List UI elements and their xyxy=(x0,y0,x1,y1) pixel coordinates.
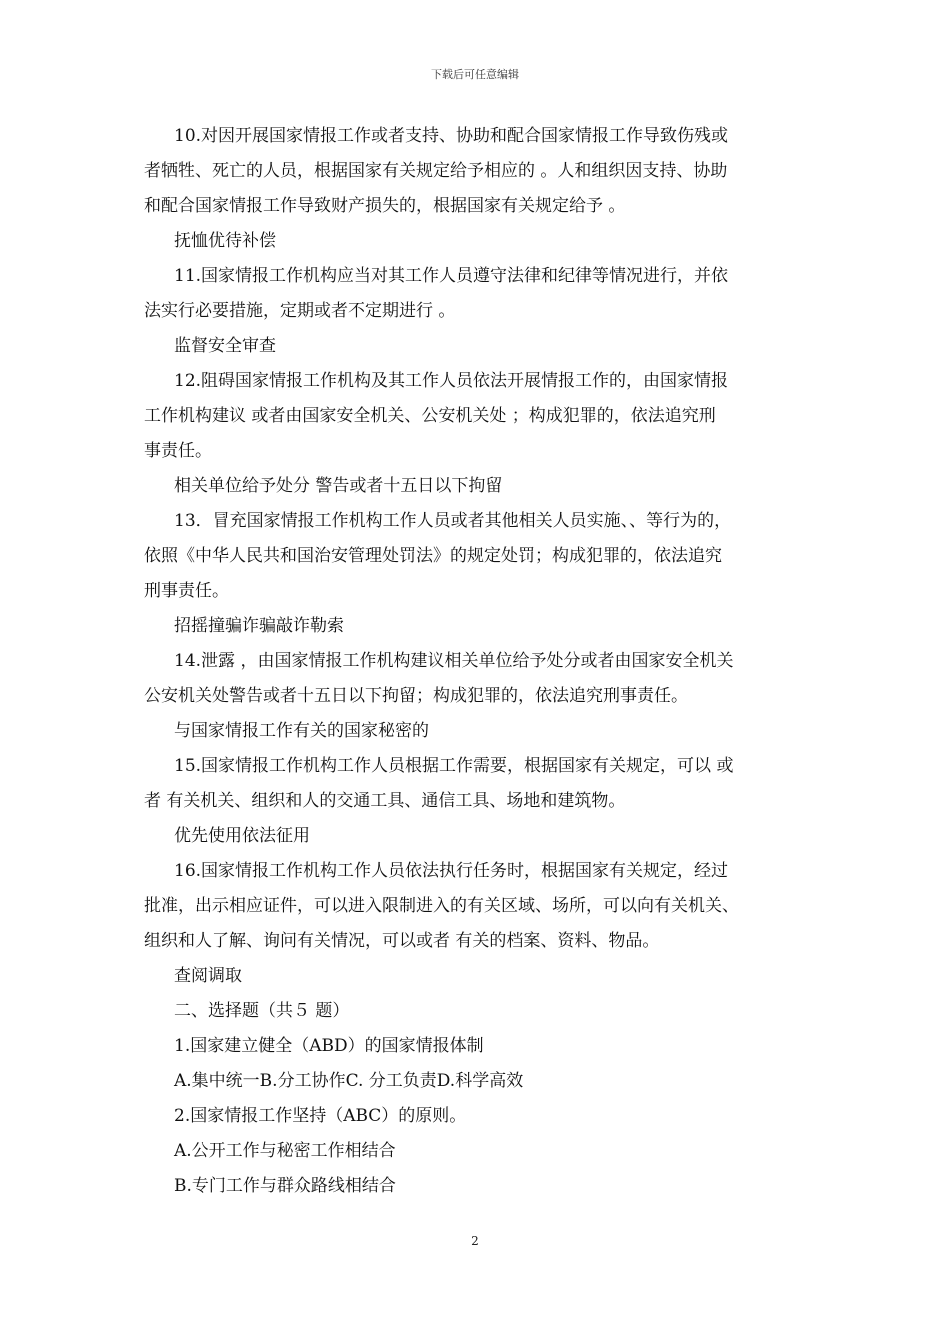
document-body xyxy=(144,119,814,1204)
text-line: 15.国家情报工作机构工作人员根据工作需要，根据国家有关规定，可以 或 xyxy=(174,756,734,776)
text-line: 2.国家情报工作坚持（ABC）的原则。 xyxy=(174,1106,467,1126)
text-line: 者 有关机关、组织和人的交通工具、通信工具、场地和建筑物。 xyxy=(144,791,626,811)
text-line: 组织和人了解、询问有关情况，可以或者 有关的档案、资料、物品。 xyxy=(144,931,660,951)
text-line: 11.国家情报工作机构应当对其工作人员遵守法律和纪律等情况进行，并依 xyxy=(174,266,729,286)
text-line: 公安机关处警告或者十五日以下拘留；构成犯罪的，依法追究刑事责任。 xyxy=(144,686,688,706)
text-line: 与国家情报工作有关的国家秘密的 xyxy=(174,721,429,741)
text-line: 工作机构建议 或者由国家安全机关、公安机关处 ；构成犯罪的，依法追究刑 xyxy=(144,406,716,426)
page-header: 下载后可任意编辑 xyxy=(431,68,519,81)
text-line: 16.国家情报工作机构工作人员依法执行任务时，根据国家有关规定，经过 xyxy=(174,861,729,881)
text-line: B.专门工作与群众路线相结合 xyxy=(174,1176,396,1196)
text-line: 12.阻碍国家情报工作机构及其工作人员依法开展情报工作的，由国家情报 xyxy=(174,371,729,391)
text-line: 招摇撞骗诈骗敲诈勒索 xyxy=(174,616,344,636)
text-line: 查阅调取 xyxy=(174,966,242,986)
text-line: 法实行必要措施，定期或者不定期进行 。 xyxy=(144,301,456,321)
text-line: 抚恤优待补偿 xyxy=(174,231,276,251)
text-line: A.公开工作与秘密工作相结合 xyxy=(174,1141,396,1161)
text-line: 依照《中华人民共和国治安管理处罚法》的规定处罚；构成犯罪的，依法追究 xyxy=(144,546,722,566)
page-number: 2 xyxy=(471,1234,479,1248)
text-line: A.集中统一B.分工协作C. 分工负责D.科学高效 xyxy=(174,1071,524,1091)
text-line: 刑事责任。 xyxy=(144,581,229,601)
text-line: 优先使用依法征用 xyxy=(174,826,310,846)
text-line: 批准，出示相应证件，可以进入限制进入的有关区域、场所，可以向有关机关、 xyxy=(144,896,739,916)
text-line: 14.泄露 ，由国家情报工作机构建议相关单位给予处分或者由国家安全机关 xyxy=(174,651,734,671)
text-line: 事责任。 xyxy=(144,441,212,461)
text-line: 和配合国家情报工作导致财产损失的，根据国家有关规定给予 。 xyxy=(144,196,626,216)
text-line: 监督安全审查 xyxy=(174,336,276,356)
text-line: 二、选择题（共５ 题） xyxy=(174,1001,350,1021)
text-line: 1.国家建立健全（ABD）的国家情报体制 xyxy=(174,1036,484,1056)
text-line: 相关单位给予处分 警告或者十五日以下拘留 xyxy=(174,476,503,496)
text-line: 者牺牲、死亡的人员，根据国家有关规定给予相应的 。人和组织因支持、协助 xyxy=(144,161,728,181)
text-line: 10.对因开展国家情报工作或者支持、协助和配合国家情报工作导致伤残或 xyxy=(174,126,729,146)
text-line: 13．冒充国家情报工作机构工作人员或者其他相关人员实施、、等行为的， xyxy=(174,511,732,531)
